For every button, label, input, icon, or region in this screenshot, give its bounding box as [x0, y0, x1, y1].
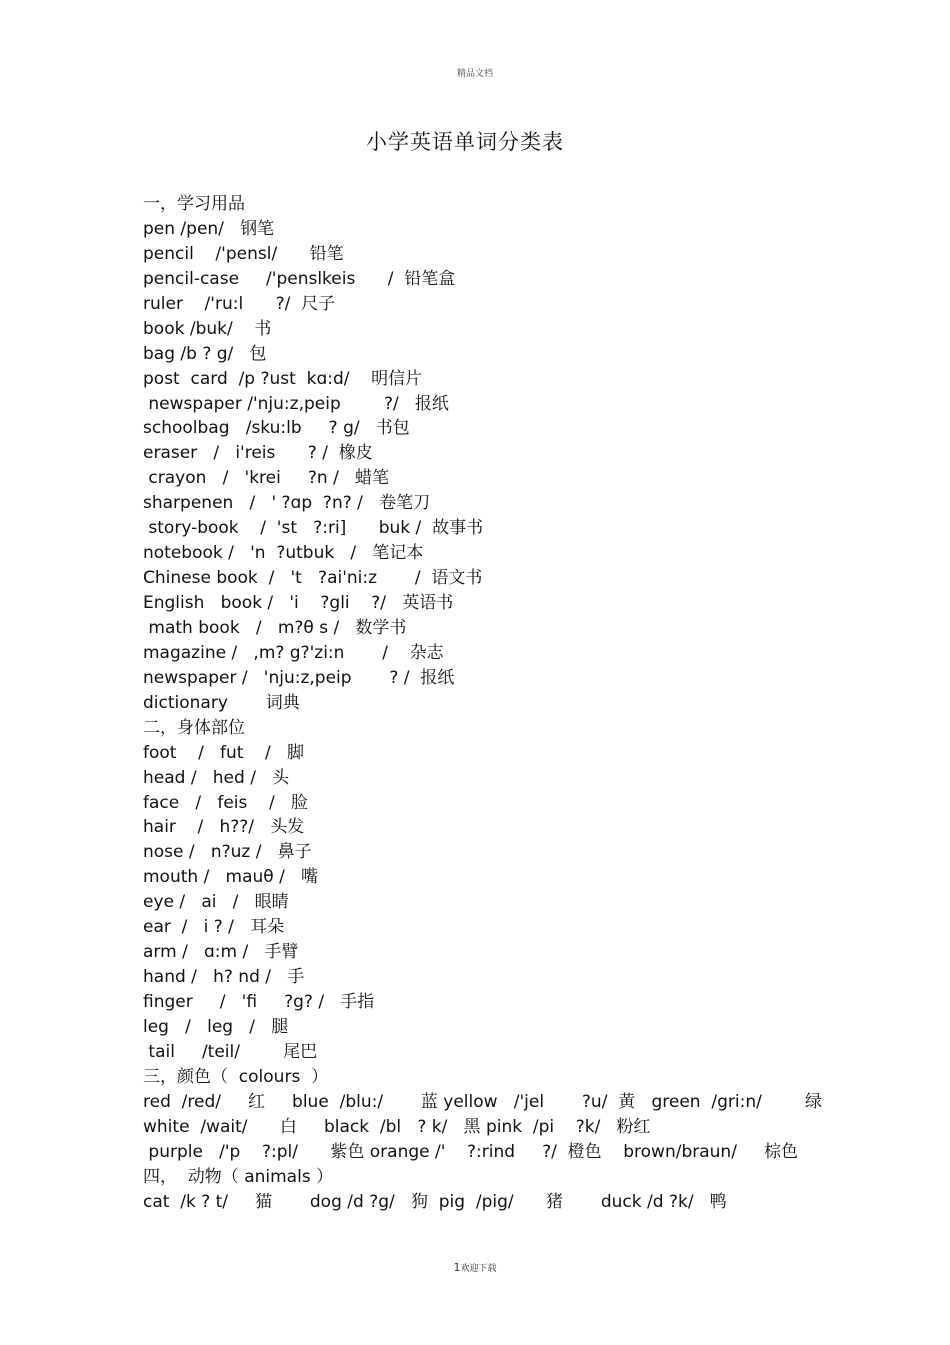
word-entry: English book / 'i ?gli ?/ 英语书 — [143, 593, 454, 613]
word-entry: head / hed / 头 — [143, 767, 290, 788]
word-entry: red /red/ 红 blue /blu:/ 蓝 yellow /'jel ?u/ 黄 green /gri:n/ 绿 — [143, 1091, 823, 1112]
word-entry: ruler /'ru:l ?/ 尺子 — [143, 293, 336, 314]
word-entry: ear / i ? / 耳朵 — [143, 917, 285, 938]
word-entry: notebook / 'n ?utbuk / 笔记本 — [143, 543, 424, 564]
word-entry: pencil-case /'penslkeis / 铅笔盒 — [143, 268, 456, 289]
header-watermark: 精品文档 — [456, 69, 493, 79]
word-entry: math book / m?θ s / 数学书 — [143, 617, 407, 638]
footer-text: 欢迎下载 — [460, 1264, 497, 1274]
vocabulary-list — [143, 192, 923, 1214]
word-entry: dictionary 词典 — [143, 692, 300, 713]
word-entry: nose / n?uz / 鼻子 — [143, 842, 312, 863]
word-entry: tail /teil/ 尾巴 — [143, 1041, 318, 1062]
word-entry: hand / h? nd / 手 — [143, 967, 305, 988]
word-entry: purple /'p ?:pl/ 紫色 orange /' ?:rind ?/ 橙色 brown/braun/ 棕色 — [143, 1141, 798, 1162]
word-entry: face / feis / 脸 — [143, 792, 308, 813]
section-heading: 二，身体部位 — [143, 717, 245, 738]
word-entry: mouth / mauθ / 嘴 — [143, 867, 319, 888]
section-heading: 一，学习用品 — [143, 194, 245, 214]
word-entry: foot / fut / 脚 — [143, 742, 304, 763]
page-title: 小学英语单词分类表 — [366, 130, 564, 154]
word-entry: Chinese book / 't ?ai'ni:z / 语文书 — [143, 568, 483, 589]
section-heading: 四， 动物（ animals ） — [143, 1166, 334, 1187]
page-number: 1 — [453, 1261, 461, 1274]
word-entry: pen /pen/ 钢笔 — [143, 218, 275, 239]
word-entry: crayon / 'krei ?n / 蜡笔 — [143, 468, 390, 489]
word-entry: leg / leg / 腿 — [143, 1016, 289, 1037]
word-entry: pencil /'pensl/ 铅笔 — [143, 243, 344, 264]
word-entry: bag /b ? g/ 包 — [143, 343, 267, 364]
word-entry: cat /k ? t/ 猫 dog /d ?g/ 狗 pig /pig/ 猪 duck /d ?k/ 鸭 — [143, 1191, 727, 1212]
word-entry: post card /p ?ust kɑ:d/ 明信片 — [143, 368, 423, 389]
word-entry: white /wait/ 白 black /bl ? k/ 黑 pink /pi ?k/ 粉红 — [143, 1116, 651, 1137]
word-entry: newspaper / 'nju:z,peip ? / 报纸 — [143, 667, 455, 688]
word-entry: eye / ai / 眼睛 — [143, 892, 289, 913]
word-entry: finger / 'fi ?g? / 手指 — [143, 992, 375, 1012]
word-entry: story-book / 'st ?:ri] buk / 故事书 — [143, 518, 484, 539]
word-entry: newspaper /'nju:z,peip ?/ 报纸 — [143, 393, 449, 414]
section-heading: 三，颜色（ colours ） — [143, 1066, 329, 1087]
page-footer — [0, 1261, 950, 1274]
word-entry: magazine / ,m? g?'zi:n / 杂志 — [143, 642, 444, 663]
word-entry: sharpenen / ' ?ɑp ?n? / 卷笔刀 — [143, 493, 431, 514]
word-entry: arm / ɑ:m / 手臂 — [143, 942, 299, 963]
word-entry: eraser / i'reis ? / 橡皮 — [143, 443, 373, 464]
word-entry: schoolbag /sku:lb ? g/ 书包 — [143, 418, 410, 439]
word-entry: book /buk/ 书 — [143, 318, 272, 339]
word-entry: hair / h??/ 头发 — [143, 817, 305, 838]
